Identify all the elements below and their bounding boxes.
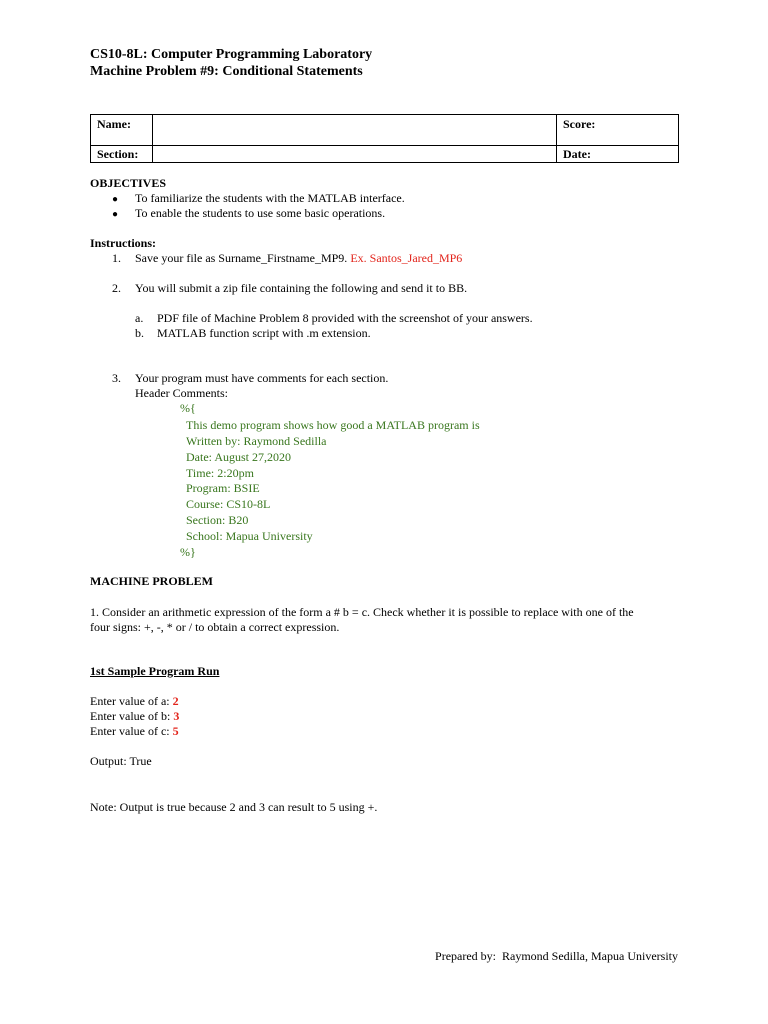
problem-statement-line: 1. Consider an arithmetic expression of the form a # b = c. Check whether it is possible to replace with one of the: [90, 605, 634, 619]
sub-item-b: MATLAB function script with .m extension.: [157, 326, 371, 340]
sample-input-b: [90, 709, 179, 724]
instruction-item-2: You will submit a zip file containing the following and send it to BB.: [135, 281, 468, 295]
prompt-c: Enter value of c:: [90, 724, 170, 738]
instruction-1-example: Ex. Santos_Jared_MP6: [350, 251, 463, 265]
sub-item-label: a.: [135, 311, 144, 325]
section-label: Section:: [91, 146, 153, 163]
value-b: 3: [173, 709, 180, 723]
name-label: Name:: [91, 115, 153, 146]
student-info-table: [90, 114, 679, 163]
code-line: Course: CS10-8L: [186, 497, 271, 511]
instruction-item-1: [135, 251, 462, 266]
code-line: School: Mapua University: [186, 529, 313, 543]
prompt-a: Enter value of a:: [90, 694, 170, 708]
prompt-b: Enter value of b:: [90, 709, 171, 723]
code-line: Written by: Raymond Sedilla: [186, 434, 327, 448]
prepared-by: [435, 949, 678, 964]
section-field: [153, 146, 557, 163]
code-line: Time: 2:20pm: [186, 466, 254, 480]
code-line: Date: August 27,2020: [186, 450, 291, 464]
name-field: [153, 115, 557, 146]
code-line: %}: [180, 545, 196, 559]
instruction-number: 1.: [112, 251, 121, 265]
machine-problem-heading: MACHINE PROBLEM: [90, 574, 213, 588]
instructions-heading: Instructions:: [90, 236, 157, 250]
objective-item: To familiarize the students with the MATLAB interface.: [135, 191, 405, 205]
code-line: This demo program shows how good a MATLAB program is: [186, 418, 480, 432]
prepared-by-value: Raymond Sedilla, Mapua University: [502, 949, 678, 963]
score-label: Score:: [557, 115, 679, 146]
instruction-number: 2.: [112, 281, 121, 295]
sample-input-a: [90, 694, 179, 709]
sample-run-heading: 1st Sample Program Run: [90, 664, 220, 678]
bullet-icon: ●: [112, 194, 119, 205]
objective-item: To enable the students to use some basic operations.: [135, 206, 386, 220]
sample-output: Output: True: [90, 754, 152, 768]
sample-input-c: [90, 724, 179, 739]
instruction-1-text: Save your file as Surname_Firstname_MP9.: [135, 251, 348, 265]
sub-item-label: b.: [135, 326, 144, 340]
course-title: CS10-8L: Computer Programming Laboratory: [90, 47, 373, 62]
prepared-by-label: Prepared by:: [435, 949, 497, 963]
instruction-number: 3.: [112, 371, 121, 385]
value-a: 2: [172, 694, 179, 708]
code-line: Section: B20: [186, 513, 249, 527]
objectives-heading: OBJECTIVES: [90, 176, 167, 190]
code-line: Program: BSIE: [186, 481, 260, 495]
date-label: Date:: [557, 146, 679, 163]
problem-title: Machine Problem #9: Conditional Statements: [90, 64, 363, 79]
sample-note: Note: Output is true because 2 and 3 can result to 5 using +.: [90, 800, 378, 814]
header-comments-label: Header Comments:: [135, 386, 228, 400]
value-c: 5: [172, 724, 179, 738]
code-line: %{: [180, 401, 196, 415]
instruction-item-3: Your program must have comments for each section.: [135, 371, 389, 385]
bullet-icon: ●: [112, 209, 119, 220]
sub-item-a: PDF file of Machine Problem 8 provided with the screenshot of your answers.: [157, 311, 533, 325]
problem-statement-line: four signs: +, -, * or / to obtain a correct expression.: [90, 620, 340, 634]
